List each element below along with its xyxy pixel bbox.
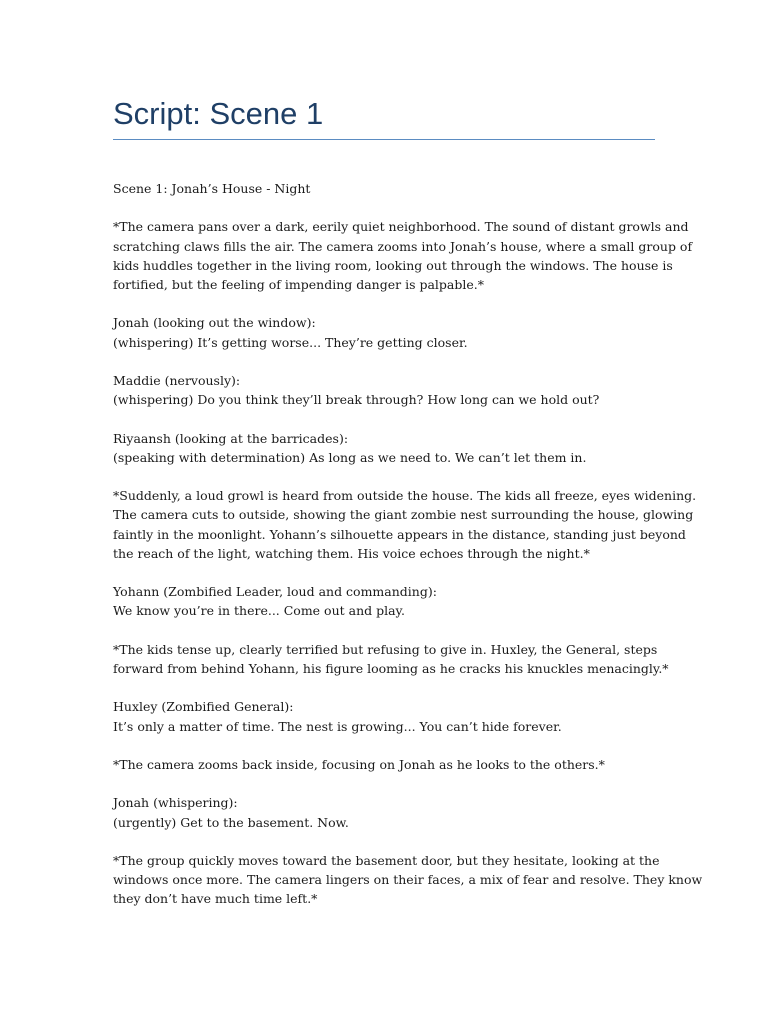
character-cue: Maddie (nervously): (113, 372, 241, 388)
text-line: kids huddles together in the living room, looking out through the windows. The house is (113, 257, 673, 273)
text-line: *The camera pans over a dark, eerily quiet neighborhood. The sound of distant growls and (113, 219, 689, 235)
stage-direction (113, 755, 655, 774)
dialogue-line: We know you’re in there... Come out and play. (113, 603, 405, 619)
dialogue-line: It’s only a matter of time. The nest is growing... You can’t hide forever. (113, 718, 562, 734)
dialogue-line: (whispering) Do you think they’ll break through? How long can we hold out? (113, 392, 600, 408)
document-title: Script: Scene 1 (113, 96, 324, 131)
script-body (113, 179, 703, 909)
dialogue-block (113, 697, 655, 735)
text-line: *The camera zooms back inside, focusing on Jonah as he looks to the others.* (113, 756, 605, 772)
stage-direction (113, 486, 697, 563)
character-cue: Riyaansh (looking at the barricades): (113, 430, 349, 446)
text-line: forward from behind Yohann, his figure looming as he cracks his knuckles menacingly.* (113, 660, 669, 676)
stage-direction (113, 851, 703, 909)
document-page (113, 0, 703, 928)
dialogue-line: (urgently) Get to the basement. Now. (113, 814, 349, 830)
dialogue-line: (whispering) It’s getting worse... They’re getting closer. (113, 334, 468, 350)
text-line: fortified, but the feeling of impending danger is palpable.* (113, 277, 484, 292)
dialogue-block (113, 429, 655, 467)
dialogue-line: (speaking with determination) As long as we need to. We can’t let them in. (113, 449, 587, 465)
scene-heading (113, 179, 655, 198)
text-line: windows once more. The camera lingers on their faces, a mix of fear and resolve. They know (113, 872, 703, 888)
text-line: they don’t have much time left.* (113, 891, 318, 907)
character-cue: Jonah (looking out the window): (113, 315, 316, 331)
title-divider (113, 139, 655, 140)
dialogue-block (113, 313, 655, 351)
text-line: scratching claws fills the air. The camera zooms into Jonah’s house, where a small group of (113, 238, 693, 254)
text-line: the reach of the light, watching them. His voice echoes through the night.* (113, 545, 590, 561)
dialogue-block (113, 582, 655, 620)
text-line: *Suddenly, a loud growl is heard from outside the house. The kids all freeze, eyes widening. (113, 488, 697, 504)
text-line: *The kids tense up, clearly terrified but refusing to give in. Huxley, the General, steps (113, 641, 658, 657)
stage-direction (113, 217, 693, 294)
text-line: Scene 1: Jonah’s House - Night (113, 181, 311, 196)
dialogue-block (113, 371, 655, 409)
dialogue-block (113, 793, 655, 831)
character-cue: Yohann (Zombified Leader, loud and commanding): (113, 584, 437, 600)
character-cue: Jonah (whispering): (113, 795, 238, 811)
text-line: faintly in the moonlight. Yohann’s silhouette appears in the distance, standing just beyond (113, 526, 686, 542)
text-line: The camera cuts to outside, showing the giant zombie nest surrounding the house, glowing (113, 507, 694, 523)
character-cue: Huxley (Zombified General): (113, 699, 294, 715)
stage-direction (113, 640, 669, 678)
text-line: *The group quickly moves toward the basement door, but they hesitate, looking at the (113, 852, 660, 868)
